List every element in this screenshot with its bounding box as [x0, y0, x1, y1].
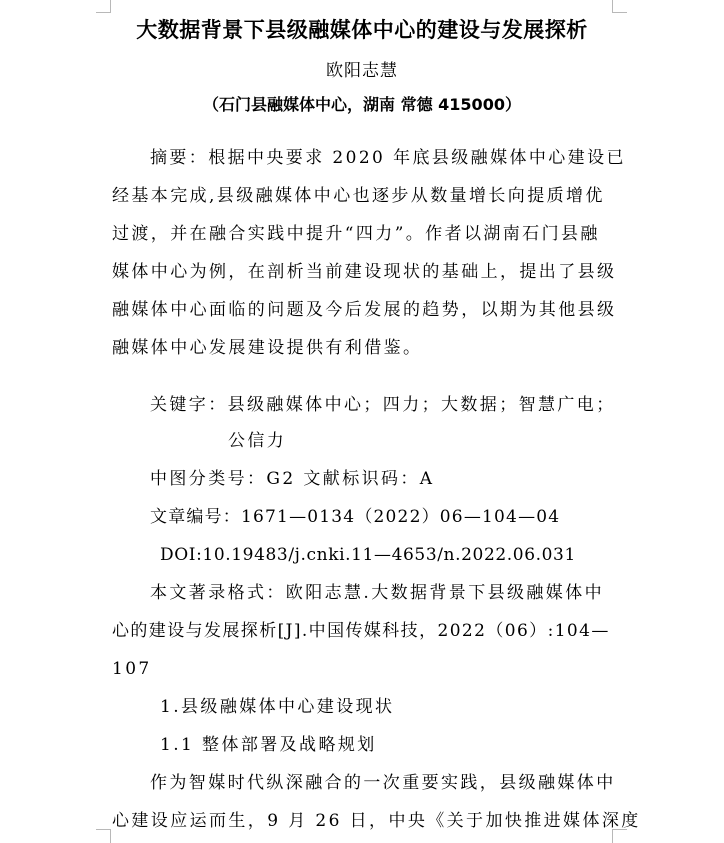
citation-line: 本文著录格式：欧阳志慧.大数据背景下县级融媒体中 [150, 583, 605, 603]
keywords-line: 公信力 [228, 431, 287, 451]
body-line: 作为智媒时代纵深融合的一次重要实践，县级融媒体中 [150, 773, 616, 793]
abstract-line: 摘要：根据中央要求 2020 年底县级融媒体中心建设已 [150, 148, 626, 168]
article-number: 文章编号：1671—0134（2022）06—104—04 [150, 507, 561, 527]
section-heading: 1.县级融媒体中心建设现状 [160, 697, 395, 717]
paper-title: 大数据背景下县级融媒体中心的建设与发展探析 [136, 18, 588, 42]
abstract-line: 媒体中心为例，在剖析当前建设现状的基础上，提出了县级 [112, 262, 617, 282]
margin-corner-mark [96, 829, 111, 843]
classification-number: 中图分类号：G2 文献标识码：A [150, 469, 435, 489]
abstract-line: 过渡，并在融合实践中提升“四力”。作者以湖南石门县融 [112, 224, 600, 244]
keywords-line: 关键字：县级融媒体中心；四力；大数据；智慧广电； [150, 395, 616, 415]
abstract-line: 融媒体中心面临的问题及今后发展的趋势，以期为其他县级 [112, 300, 617, 320]
citation-line: 107 [112, 659, 152, 679]
margin-corner-mark [96, 0, 111, 13]
author-affiliation: （石门县融媒体中心，湖南 常德 415000） [203, 95, 521, 114]
body-line: 心建设应运而生，9 月 26 日，中央《关于加快推进媒体深度 [112, 811, 641, 831]
author-name: 欧阳志慧 [326, 61, 398, 81]
citation-line: 心的建设与发展探析[J].中国传媒科技，2022（06）:104— [112, 621, 610, 641]
subsection-heading: 1.1 整体部署及战略规划 [160, 735, 377, 755]
abstract-line: 融媒体中心发展建设提供有利借鉴。 [112, 338, 423, 358]
abstract-line: 经基本完成,县级融媒体中心也逐步从数量增长向提质增优 [112, 186, 605, 206]
margin-corner-mark [612, 0, 627, 13]
doi: DOI:10.19483/j.cnki.11—4653/n.2022.06.031 [160, 545, 576, 565]
